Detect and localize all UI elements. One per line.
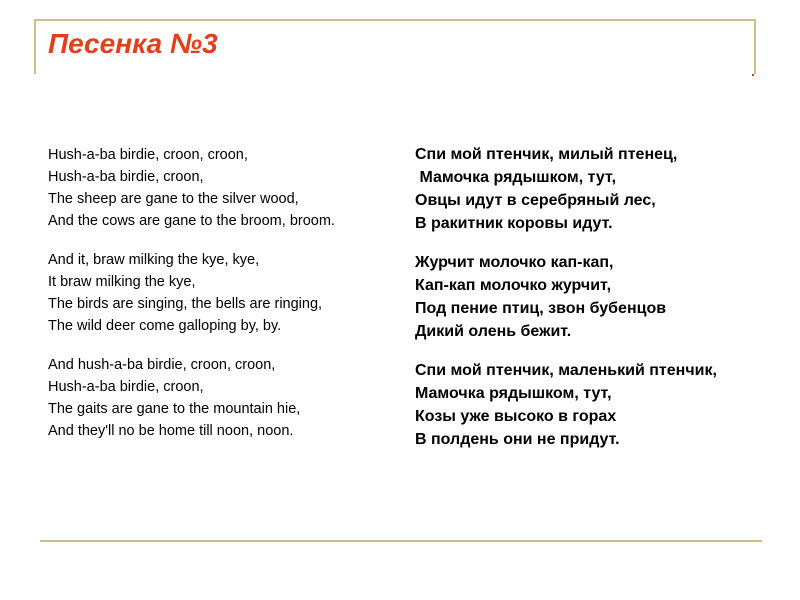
lyric-line: The birds are singing, the bells are ringing,	[48, 296, 323, 312]
lyric-line: And they'll no be home till noon, noon.	[48, 423, 294, 439]
right-rule	[754, 19, 756, 74]
russian-stanza-1	[415, 146, 775, 233]
lyric-line: Журчит молочко кап-кап,	[415, 254, 614, 271]
russian-stanza-3	[415, 362, 775, 449]
lyric-line: And hush-a-ba birdie, croon, croon,	[48, 357, 276, 373]
english-stanza-1	[48, 146, 378, 230]
russian-stanza-2	[415, 254, 775, 341]
lyric-line: В полдень они не придут.	[415, 431, 620, 448]
lyric-line: Под пение птиц, звон бубенцов	[415, 300, 667, 317]
lyric-line: Спи мой птенчик, милый птенец,	[415, 146, 678, 163]
lyric-line: Дикий олень бежит.	[415, 323, 572, 340]
lyric-line: Мамочка рядышком, тут,	[415, 169, 617, 186]
lyric-line: It braw milking the kye,	[48, 274, 196, 290]
left-rule	[34, 19, 36, 74]
lyric-line: Hush-a-ba birdie, croon,	[48, 169, 204, 185]
lyric-line: Козы уже высоко в горах	[415, 408, 617, 425]
top-rule	[34, 19, 756, 21]
lyric-line: Hush-a-ba birdie, croon,	[48, 379, 204, 395]
lyric-line: The wild deer come galloping by, by.	[48, 318, 282, 334]
russian-lyrics	[415, 146, 775, 454]
bottom-rule	[40, 540, 762, 542]
slide-title: Песенка №3	[48, 28, 218, 59]
lyric-line: Кап-кап молочко журчит,	[415, 277, 612, 294]
lyric-line: Мамочка рядышком, тут,	[415, 385, 612, 402]
lyric-line: Спи мой птенчик, маленький птенчик,	[415, 362, 717, 379]
english-stanza-2	[48, 251, 378, 335]
lyric-line: Овцы идут в серебряный лес,	[415, 192, 656, 209]
lyric-line: Hush-a-ba birdie, croon, croon,	[48, 147, 248, 163]
lyric-line: And it, braw milking the kye, kye,	[48, 252, 260, 268]
lyric-line: В ракитник коровы идут.	[415, 215, 613, 232]
english-lyrics	[48, 146, 378, 444]
lyric-line: The sheep are gane to the silver wood,	[48, 191, 299, 207]
english-stanza-3	[48, 356, 378, 440]
accent-dot	[752, 74, 754, 76]
lyric-line: The gaits are gane to the mountain hie,	[48, 401, 301, 417]
lyric-line: And the cows are gane to the broom, broom.	[48, 213, 335, 229]
